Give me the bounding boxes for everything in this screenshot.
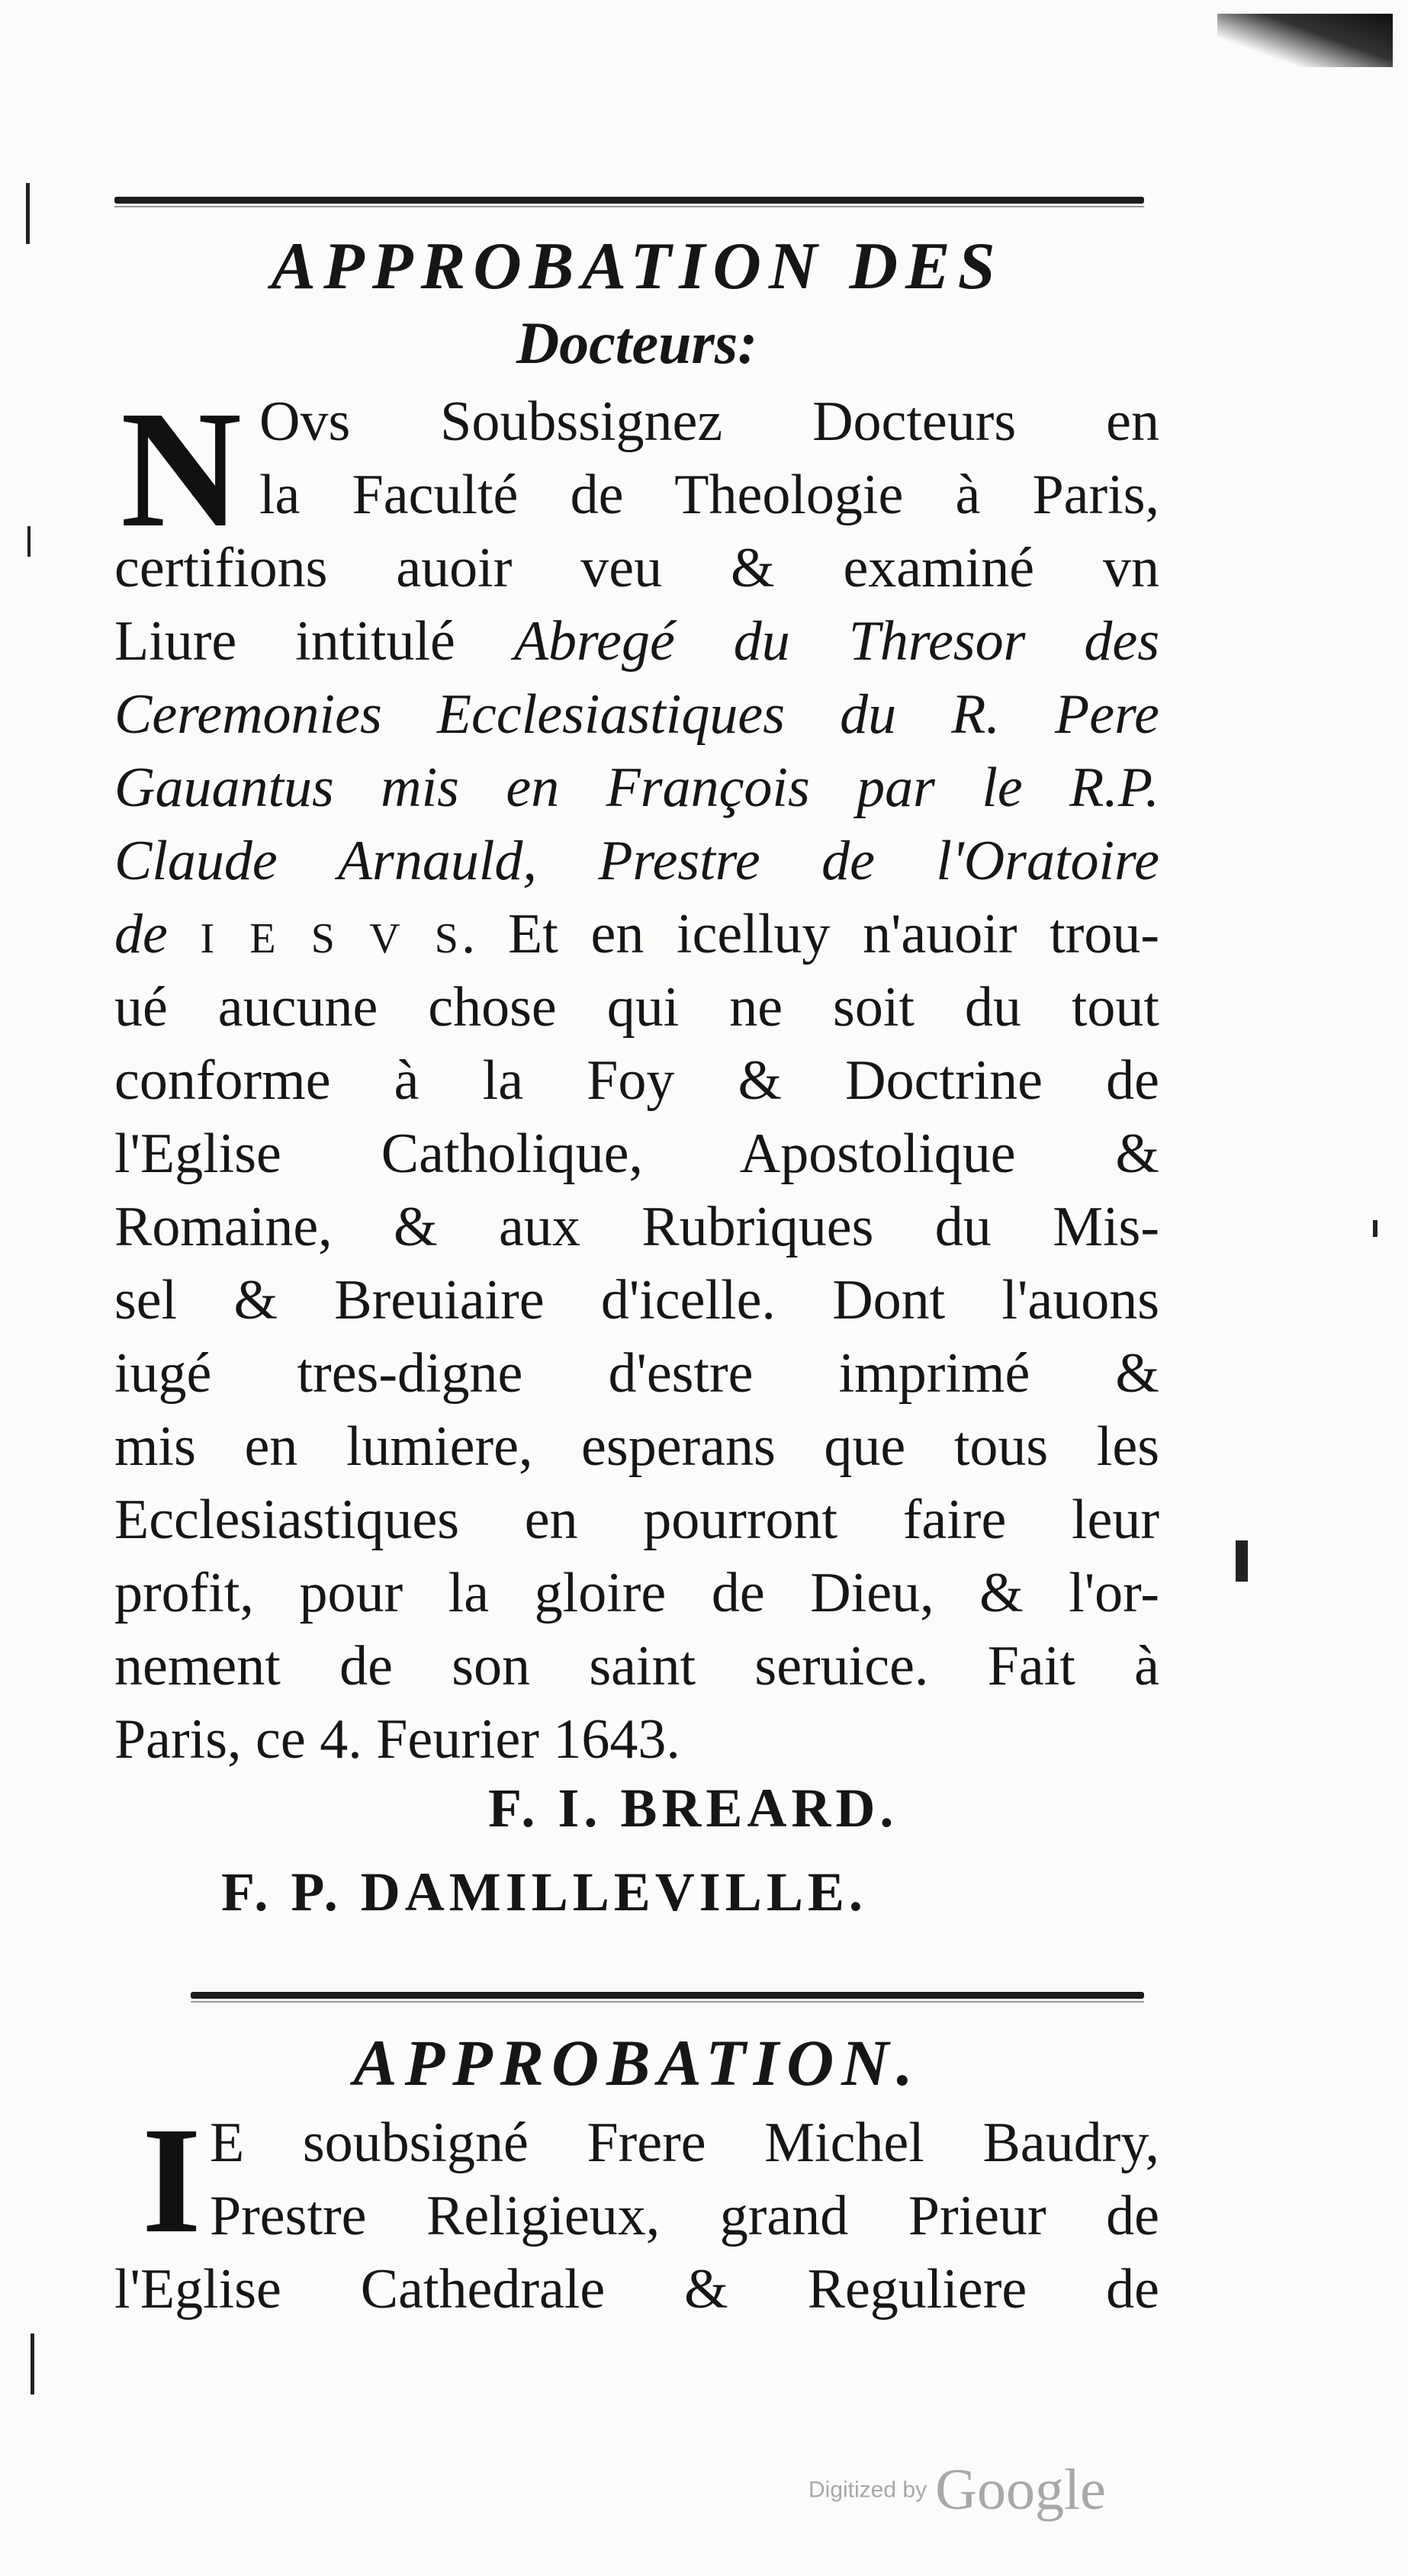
digitized-by-google-watermark: [808, 2457, 1106, 2523]
text-span: Liure intitulé: [114, 610, 455, 673]
jesus-small-caps: I E S V S: [200, 915, 461, 962]
scan-edge-mark: [27, 526, 31, 557]
digitized-by-label: Digitized by: [808, 2477, 927, 2503]
text-line: Claude Arnauld, Prestre de l'Oratoire: [114, 830, 1159, 892]
text-span: de: [114, 903, 168, 965]
text-line: sel & Breuiaire d'icelle. Dont l'auons: [114, 1269, 1159, 1331]
text-line: l'Eglise Catholique, Apostolique &: [114, 1123, 1159, 1185]
signature-damilleville: F. P. DAMILLEVILLE.: [221, 1861, 867, 1922]
text-line: Gauantus mis en François par le R.P.: [114, 756, 1159, 819]
text-line: Romaine, & aux Rubriques du Mis-: [114, 1196, 1159, 1258]
book-title-italic: Abregé du Thresor des: [513, 610, 1160, 673]
google-logo-text: Google: [935, 2458, 1106, 2522]
signature-breard: F. I. BREARD.: [488, 1778, 898, 1839]
scan-edge-mark: [1236, 1540, 1248, 1582]
text-line: Ecclesiastiques en pourront faire leur: [114, 1489, 1159, 1551]
scan-corner-shadow: [1217, 14, 1393, 67]
text-line: la Faculté de Theologie à Paris,: [259, 464, 1159, 526]
drop-cap-n: N: [121, 376, 242, 562]
text-line: profit, pour la gloire de Dieu, & l'or-: [114, 1562, 1159, 1624]
text-line: certifions auoir veu & examiné vn: [114, 537, 1159, 599]
middle-rule: [191, 1992, 1144, 1999]
text-line: [114, 898, 1159, 971]
text-line: nement de son saint seruice. Fait à: [114, 1635, 1159, 1698]
approbation-heading: APPROBATION.: [353, 2026, 921, 2099]
text-span: . Et en icelluy n'auoir trou-: [461, 903, 1159, 965]
text-line: ué aucune chose qui ne soit du tout: [114, 976, 1159, 1039]
scan-edge-mark: [1373, 1220, 1377, 1237]
text-line: iugé tres-digne d'estre imprimé &: [114, 1342, 1159, 1405]
approbation-heading: APPROBATION DES: [271, 230, 1003, 304]
text-line: Paris, ce 4. Feurier 1643.: [114, 1708, 680, 1771]
text-line: conforme à la Foy & Doctrine de: [114, 1049, 1159, 1112]
scan-edge-mark: [31, 2333, 34, 2395]
text-line: Ovs Soubssignez Docteurs en: [259, 390, 1159, 453]
text-line: Ceremonies Ecclesiastiques du R. Pere: [114, 683, 1159, 746]
approbation-subheading: Docteurs:: [516, 310, 758, 376]
top-rule: [114, 197, 1144, 204]
text-line: E soubsigné Frere Michel Baudry,: [210, 2112, 1159, 2174]
text-line: mis en lumiere, esperans que tous les: [114, 1415, 1159, 1478]
drop-cap-i: I: [142, 2096, 201, 2265]
text-line: l'Eglise Cathedrale & Reguliere de: [114, 2258, 1159, 2321]
text-line: [114, 605, 1159, 678]
scan-edge-mark: [26, 183, 30, 244]
text-line: Prestre Religieux, grand Prieur de: [210, 2185, 1159, 2247]
